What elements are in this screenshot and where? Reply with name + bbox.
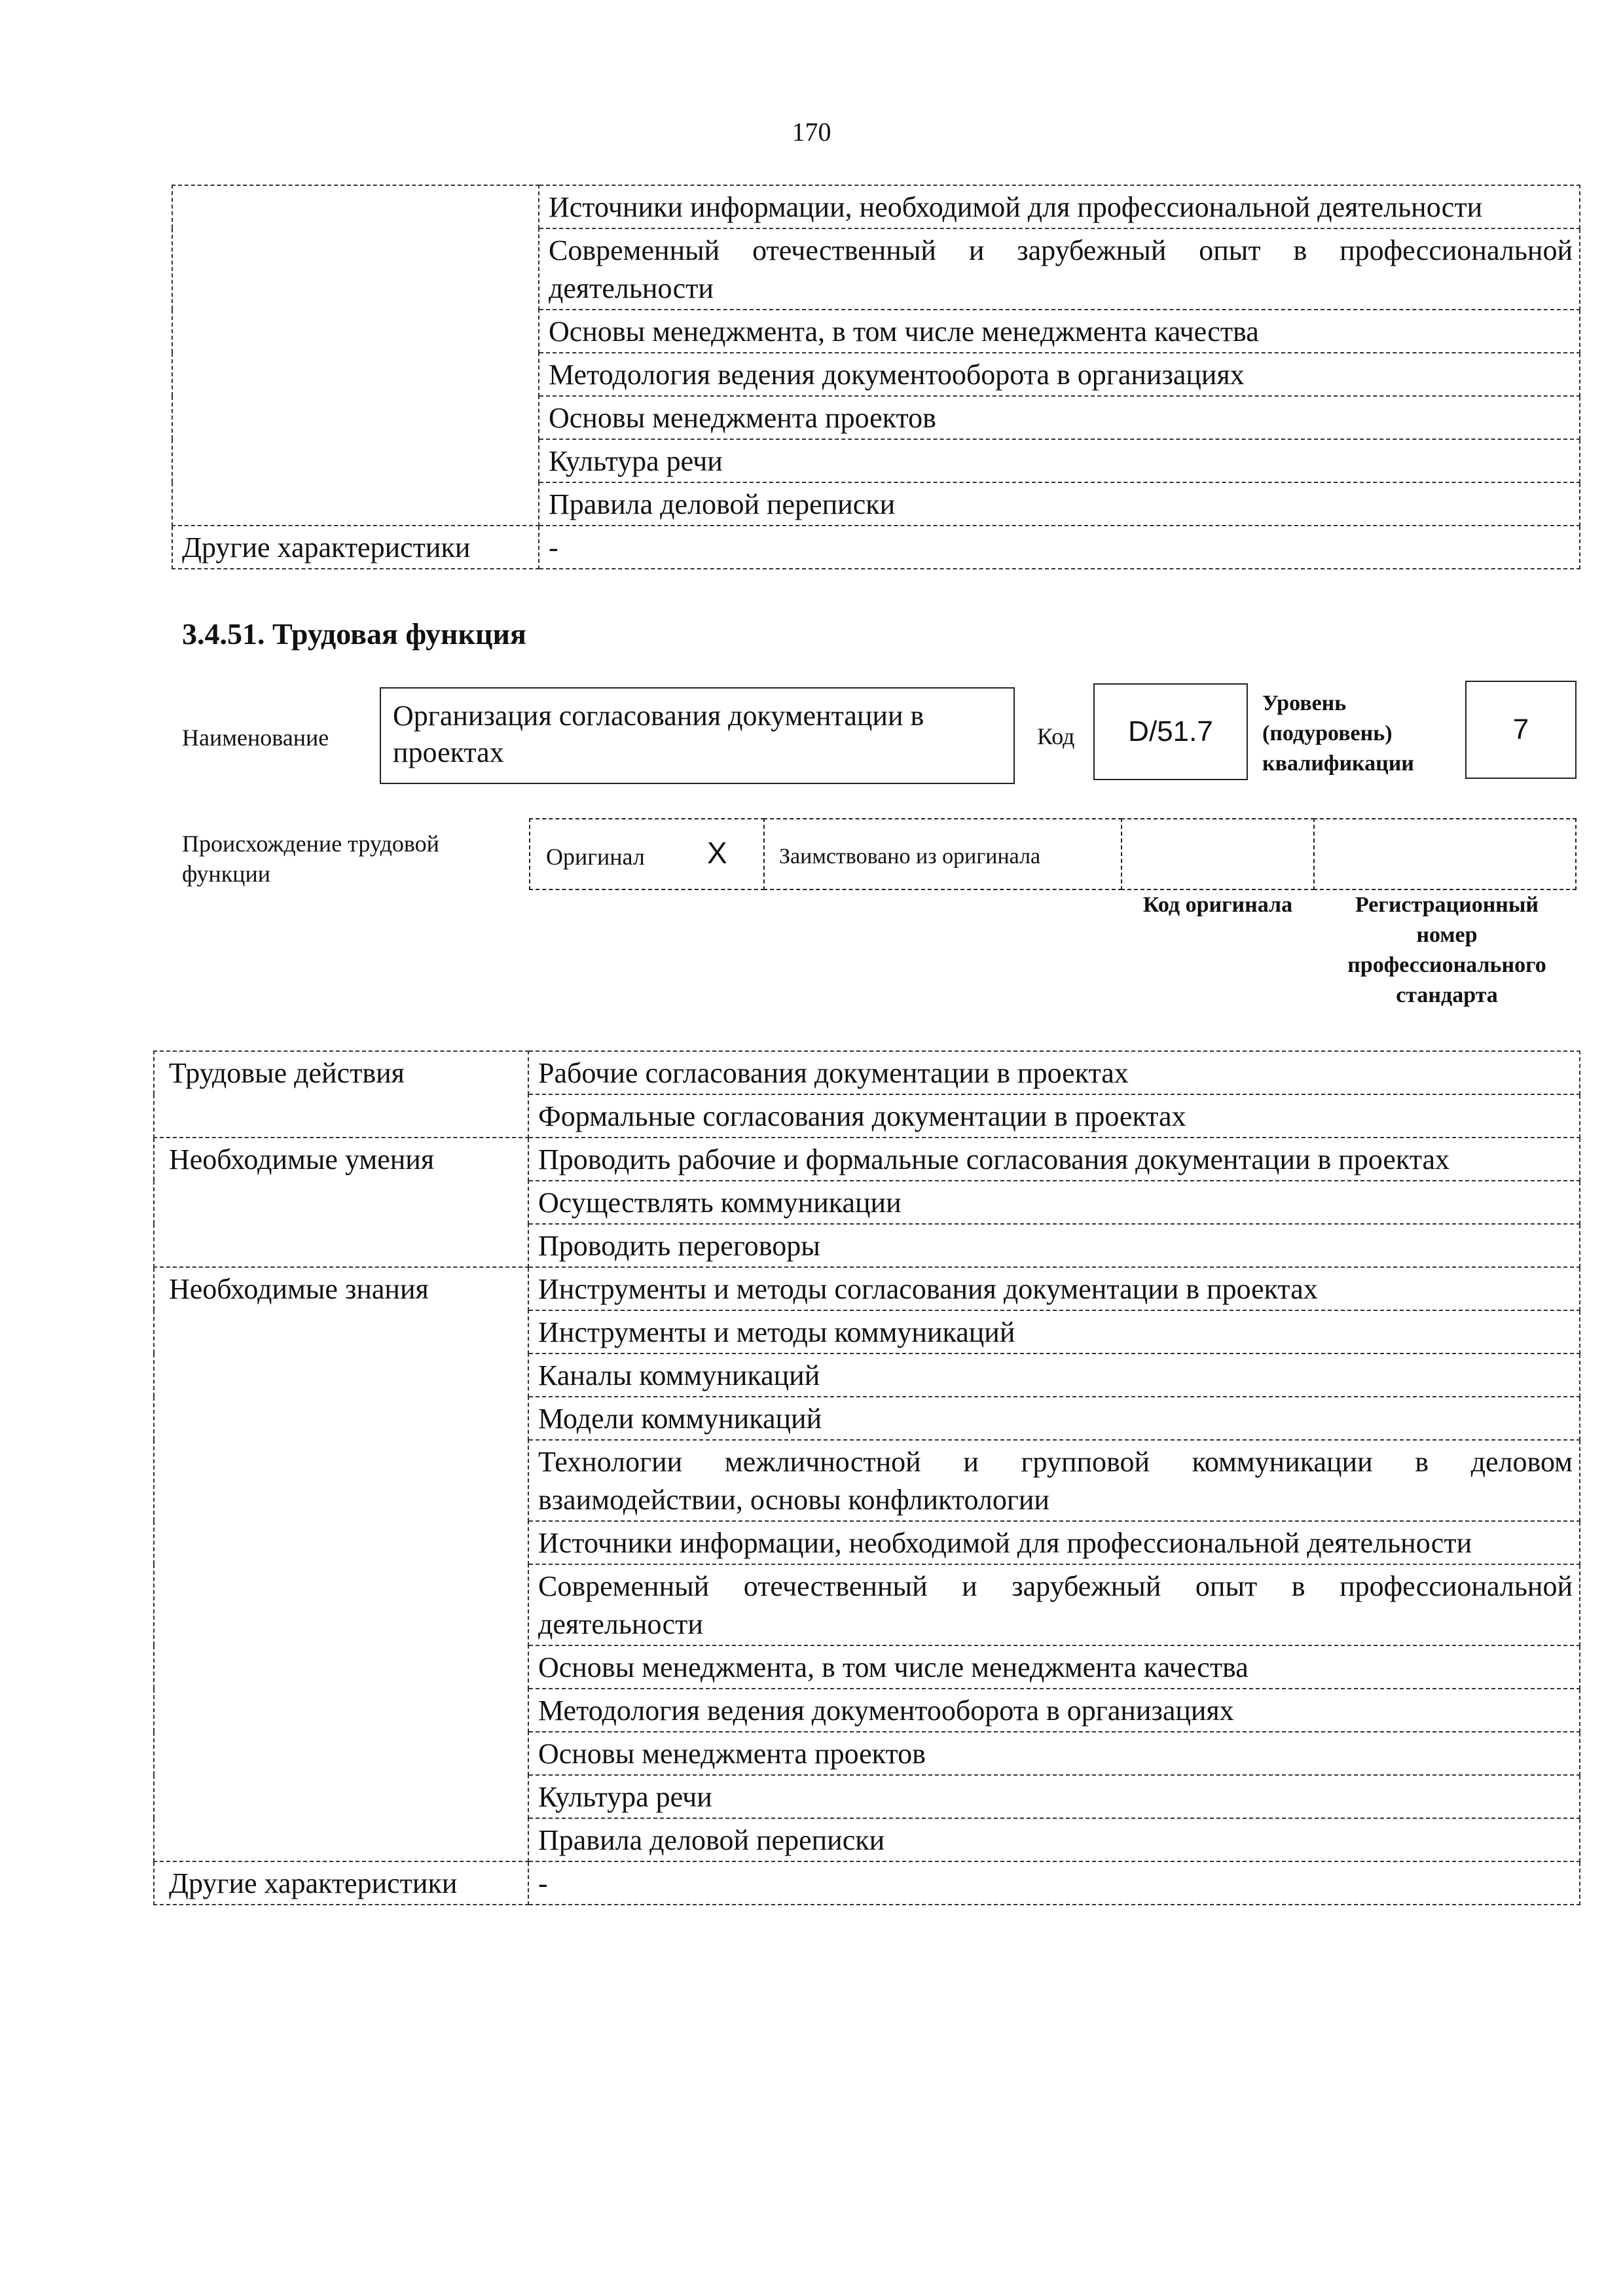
original-label: Оригинал xyxy=(546,844,645,870)
level-label: Уровень (подуровень) квалификации xyxy=(1262,691,1414,776)
skills-label: Необходимые умения xyxy=(154,1138,528,1267)
table-row xyxy=(154,1267,1580,1310)
table-row xyxy=(154,1051,1580,1094)
knowledge-item: Основы менеджмента, в том числе менеджмента качества xyxy=(539,310,1580,353)
knowledge-item: Культура речи xyxy=(539,439,1580,482)
knowledge-item: Современный отечественный и зарубежный опыт в профессиональной деятельности xyxy=(528,1564,1580,1645)
actions-label: Трудовые действия xyxy=(154,1051,528,1138)
original-code-cell xyxy=(1121,818,1315,890)
skill-item: Осуществлять коммуникации xyxy=(528,1181,1580,1224)
skill-item: Проводить переговоры xyxy=(528,1224,1580,1267)
knowledge-item: Основы менеджмента проектов xyxy=(539,396,1580,439)
function-code-box xyxy=(1093,683,1248,780)
borrowed-label: Заимствовано из оригинала xyxy=(779,844,1041,869)
other-characteristics-value: - xyxy=(539,526,1580,569)
knowledge-item: Модели коммуникаций xyxy=(528,1397,1580,1440)
function-details-table xyxy=(153,1050,1580,1905)
knowledge-item: Современный отечественный и зарубежный опыт в профессиональной деятельности xyxy=(539,228,1580,310)
knowledge-item: Источники информации, необходимой для профессиональной деятельности xyxy=(539,185,1580,228)
knowledge-item: Инструменты и методы коммуникаций xyxy=(528,1310,1580,1354)
knowledge-item: Источники информации, необходимой для профессиональной деятельности xyxy=(528,1521,1580,1564)
knowledge-label: Необходимые знания xyxy=(154,1267,528,1861)
knowledge-item: Основы менеджмента, в том числе менеджмента качества xyxy=(528,1645,1580,1689)
borrowed-cell xyxy=(763,818,1122,890)
reg-number-caption: Регистрационный номер профессионального стандарта xyxy=(1347,893,1546,1007)
action-item: Рабочие согласования документации в проектах xyxy=(528,1051,1580,1094)
knowledge-item: Основы менеджмента проектов xyxy=(528,1732,1580,1775)
original-code-caption: Код оригинала xyxy=(1142,893,1293,917)
code-label: Код xyxy=(1037,723,1075,749)
function-name-value: Организация согласования документации в проектах xyxy=(393,700,924,768)
empty-label-cell xyxy=(172,185,539,526)
level-value-box xyxy=(1465,681,1577,779)
knowledge-item: Методология ведения документооборота в организациях xyxy=(528,1689,1580,1732)
knowledge-item: Каналы коммуникаций xyxy=(528,1354,1580,1397)
name-label: Наименование xyxy=(182,725,329,751)
other-characteristics-label: Другие характеристики xyxy=(154,1861,528,1905)
skill-item: Проводить рабочие и формальные согласования документации в проектах xyxy=(528,1138,1580,1181)
page-number: 170 xyxy=(792,117,831,147)
knowledge-item: Технологии межличностной и групповой коммуникации в деловом взаимодействии, основы конфликтологии xyxy=(528,1440,1580,1521)
origin-label: Происхождение трудовой функции xyxy=(182,831,439,887)
knowledge-table-continued xyxy=(172,185,1580,569)
table-row xyxy=(154,1861,1580,1905)
table-row xyxy=(172,526,1580,569)
action-item: Формальные согласования документации в проектах xyxy=(528,1094,1580,1138)
knowledge-item: Правила деловой переписки xyxy=(528,1818,1580,1861)
function-code-value: D/51.7 xyxy=(1128,715,1213,747)
other-characteristics-label: Другие характеристики xyxy=(172,526,539,569)
original-mark: X xyxy=(707,836,727,870)
function-name-box xyxy=(380,687,1015,784)
knowledge-item: Инструменты и методы согласования документации в проектах xyxy=(528,1267,1580,1310)
table-row xyxy=(154,1138,1580,1181)
reg-number-cell xyxy=(1313,818,1577,890)
knowledge-item: Методология ведения документооборота в организациях xyxy=(539,353,1580,396)
knowledge-item: Правила деловой переписки xyxy=(539,482,1580,526)
section-title: 3.4.51. Трудовая функция xyxy=(182,617,526,651)
other-characteristics-value: - xyxy=(528,1861,1580,1905)
knowledge-item: Культура речи xyxy=(528,1775,1580,1818)
original-cell xyxy=(529,818,765,890)
table-row xyxy=(172,185,1580,228)
level-value: 7 xyxy=(1512,713,1529,745)
